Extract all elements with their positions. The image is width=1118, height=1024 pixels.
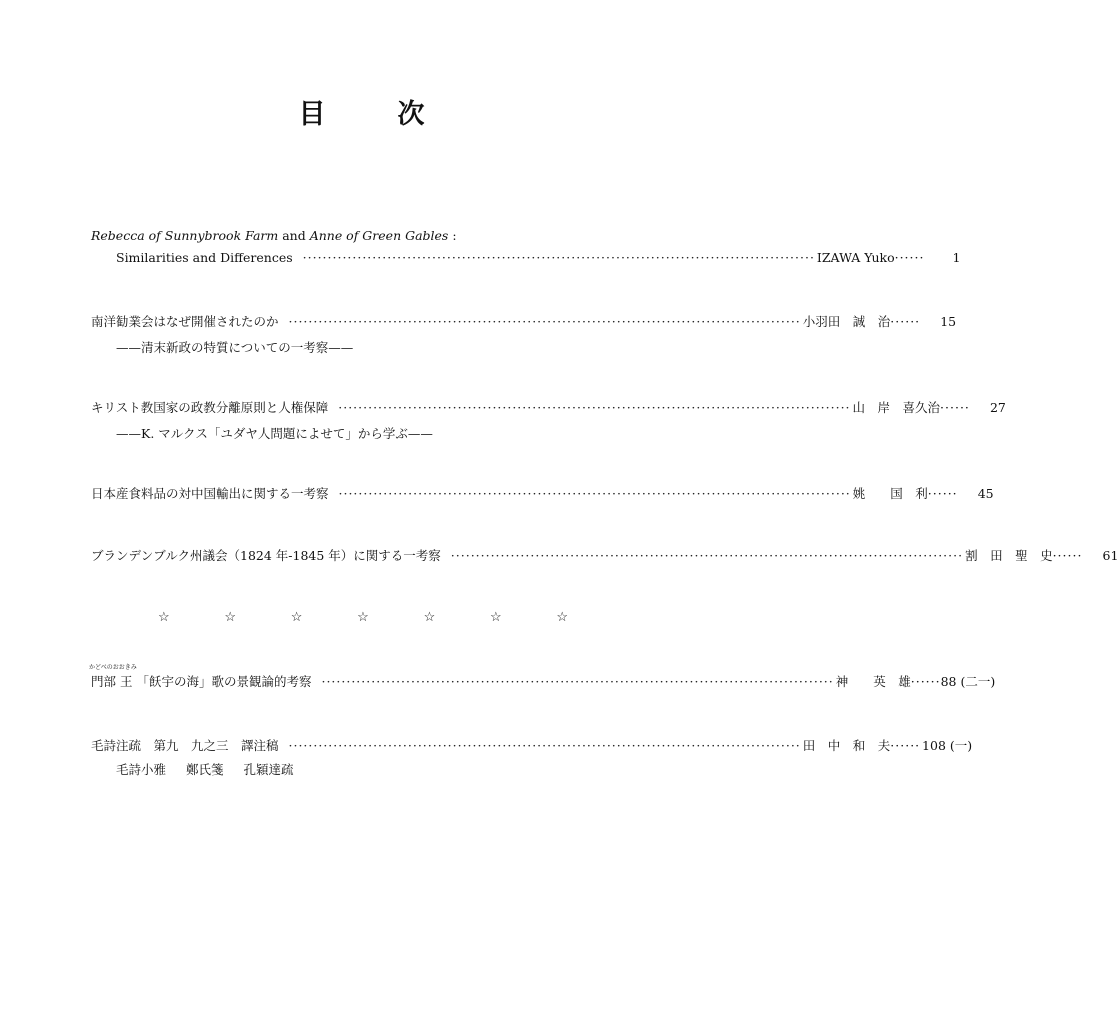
entry-7-subtitle (116, 760, 314, 778)
entry-1-title-colon: : (448, 228, 457, 243)
entry-2-title: 南洋勧業会はなぜ開催されたのか (91, 314, 279, 329)
entry-6-ruby-base: かどべのおおきみ 門部 王 (89, 664, 137, 689)
toc-entry-7[interactable] (91, 736, 973, 758)
entry-7-title: 毛詩注疏 第九 九之三 譯注稿 (91, 738, 279, 753)
star-icon: ☆ (489, 610, 502, 625)
entry-3-leader: ······································································································· (338, 400, 851, 415)
entry-4-leader: ······································································································· (338, 486, 851, 501)
star-icon: ☆ (423, 610, 436, 625)
entry-4-author: 姚 国 利 (852, 486, 928, 501)
entry-5-author: 割 田 聖 史 (965, 548, 1053, 563)
entry-2-page: 15 (940, 314, 957, 329)
entry-4-title: 日本産食料品の対中国輸出に関する一考察 (91, 486, 329, 501)
entry-3-tail-dots: ······ (940, 400, 970, 415)
star-icon: ☆ (224, 610, 237, 625)
toc-entry-1-line-2[interactable] (116, 250, 961, 272)
entry-7-leader: ······································································································· (288, 738, 801, 753)
toc-entry-4[interactable] (91, 484, 994, 506)
toc-entry-1-line-1[interactable] (91, 228, 675, 250)
entry-7-sub-part-2: 鄭氏箋 (186, 762, 224, 777)
entry-1-tail-dots: ······ (894, 250, 925, 265)
entry-5-title: ブランデンブルク州議会（1824 年-1845 年）に関する一考察 (91, 548, 441, 563)
star-icon: ☆ (556, 610, 568, 625)
entry-4-page: 45 (977, 486, 994, 501)
entry-7-author: 田 中 和 夫 (802, 738, 891, 753)
toc-entry-5[interactable] (91, 546, 1118, 568)
entry-1-leader: ······································································································· (302, 250, 815, 265)
page-title (0, 92, 725, 131)
star-icon: ☆ (290, 610, 303, 625)
entry-6-ruby: かどべのおおきみ (89, 664, 137, 671)
entry-7-sub-part-1: 毛詩小雅 (116, 762, 167, 777)
entry-1-title-and: and (278, 228, 310, 243)
entry-2-tail-dots: ······ (890, 314, 921, 329)
entry-7-sub-part-3: 孔穎達疏 (243, 762, 294, 777)
entry-7-tail-dots: ······ (890, 738, 921, 753)
entry-6-title (89, 664, 312, 690)
entry-3-author: 山 岸 喜久治 (852, 400, 941, 415)
entry-3-page: 27 (989, 400, 1006, 415)
entry-6-tail-dots: ······ (910, 674, 941, 689)
entry-4-tail-dots: ······ (927, 486, 958, 501)
entry-1-italic-title-2: Anne of Green Gables (309, 228, 449, 243)
toc-entry-2[interactable] (91, 312, 957, 334)
star-icon: ☆ (357, 610, 369, 625)
entry-6-page: 88 (二一) (940, 674, 996, 689)
toc-entry-6[interactable] (89, 664, 996, 694)
entry-2-leader: ······································································································· (288, 314, 801, 329)
title-char-1: 目 (298, 99, 328, 130)
entry-1-page: 1 (952, 250, 961, 265)
entry-5-page: 61 (1102, 548, 1118, 563)
toc-entry-3[interactable] (91, 398, 1006, 420)
star-icon: ☆ (158, 610, 170, 625)
entry-3-title: キリスト教国家の政教分離原則と人権保障 (91, 400, 329, 415)
entry-1-italic-title-1: Rebecca of Sunnybrook Farm (91, 228, 279, 243)
entry-5-leader: ······································································································· (450, 548, 964, 563)
entry-1-author: IZAWA Yuko (816, 250, 895, 265)
title-char-2: 次 (397, 99, 427, 130)
entry-6-title-rest: 「飫宇の海」歌の景観論的考察 (136, 674, 312, 689)
entry-6-leader: ······································································································· (321, 674, 834, 689)
entry-2-subtitle: ——清末新政の特質についての一考察—— (116, 340, 354, 355)
star-divider (158, 610, 568, 625)
entry-3-subtitle: ——K. マルクス「ユダヤ人問題によせて」から学ぶ—— (116, 426, 433, 441)
entry-5-tail-dots: ······ (1052, 548, 1083, 563)
entry-6-author: 神 英 雄 (835, 674, 911, 689)
entry-1-subtitle: Similarities and Differences (116, 250, 293, 265)
entry-2-author: 小羽田 誠 治 (802, 314, 891, 329)
entry-7-page: 108 (一) (922, 738, 973, 753)
entry-1-title (91, 228, 457, 243)
